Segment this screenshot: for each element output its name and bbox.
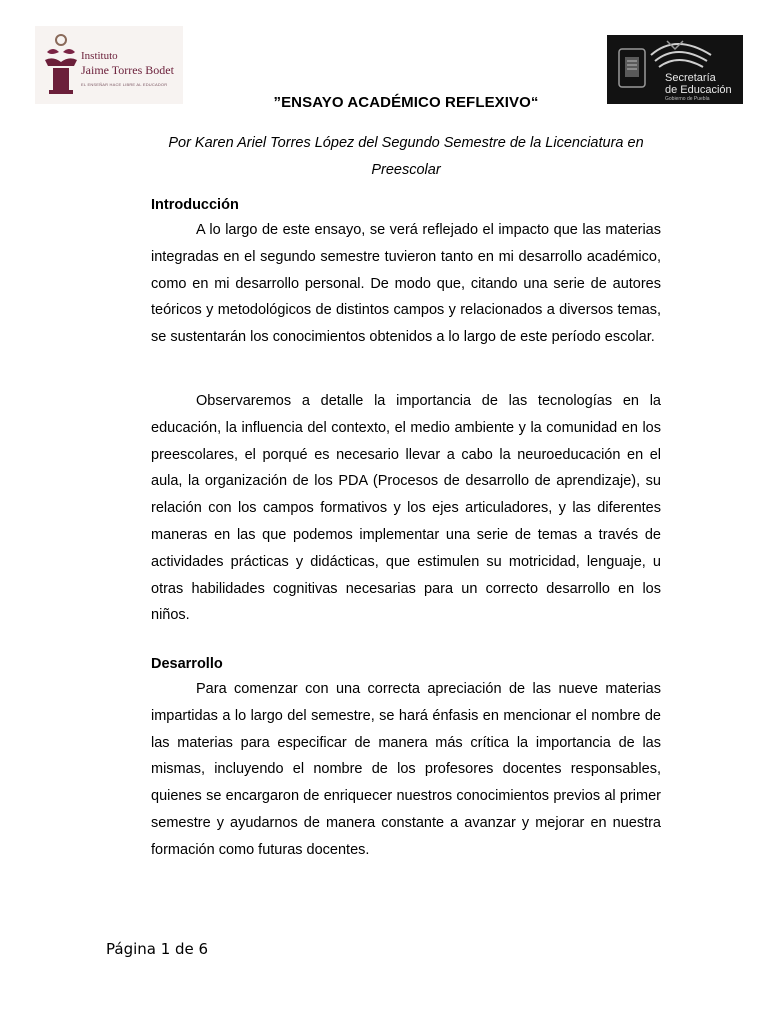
institute-name-line1: Instituto xyxy=(81,50,118,62)
body-paragraph: A lo largo de este ensayo, se verá reflejado el impacto que las materias integradas en el segundo semestre tuvieron tanto en mi desarrollo académico, como en mi desarrollo personal. De modo que, citando una serie de autores teóricos y metodológicos de distintos campos y relacionados a diversos temas, se sustentarán los conocimientos obtenidos a lo largo de este período escolar. xyxy=(151,222,661,346)
institute-emblem-icon xyxy=(39,30,79,100)
section-heading-desarrollo: Desarrollo xyxy=(151,656,223,672)
section-heading-introduccion: Introducción xyxy=(151,197,239,213)
secretaria-name-line3: Gobierno de Puebla xyxy=(665,96,710,102)
secretaria-name-line2: de Educación xyxy=(665,84,732,96)
body-paragraph: Para comenzar con una correcta apreciación de las nueve materias impartidas a lo largo del semestre, se hará énfasis en mencionar el nombre de las materias para especificar de manera más crítica la importancia de las mismas, incluyendo el nombre de los profesores docentes responsables, quienes se encargaron de enriquecer nuestros conocimientos previos al primer semestre y ayudarnos de manera constante a avanzar y mejorar en nuestra formación como futuras docentes. xyxy=(151,681,661,858)
institute-name-line2: Jaime Torres Bodet xyxy=(81,63,174,77)
document-title: ”ENSAYO ACADÉMICO REFLEXIVO“ xyxy=(273,94,539,111)
secretaria-name-line1: Secretaría xyxy=(665,72,716,84)
document-byline: Por Karen Ariel Torres López del Segundo Semestre de la Licenciatura en Preescolar xyxy=(168,135,644,178)
institute-motto: EL ENSEÑAR HACE LIBRE AL EDUCADOR xyxy=(81,82,168,87)
body-paragraph: Observaremos a detalle la importancia de las tecnologías en la educación, la influencia del contexto, el medio ambiente y la comunidad en los preescolares, el porqué es necesario llevar a cabo la neuroeducación en el aula, la organización de los PDA (Procesos de desarrollo de aprendizaje), su relación con los campos formativos y los ejes articuladores, y las diferentes maneras en las que podemos implementar una serie de temas a través de actividades prácticas y didácticas, que estimulen su motricidad, lenguaje, u otras habilidades cognitivas necesarias para un correcto desarrollo en los niños. xyxy=(151,393,661,624)
institute-logo xyxy=(35,26,183,104)
page-number: Página 1 de 6 xyxy=(106,940,209,958)
